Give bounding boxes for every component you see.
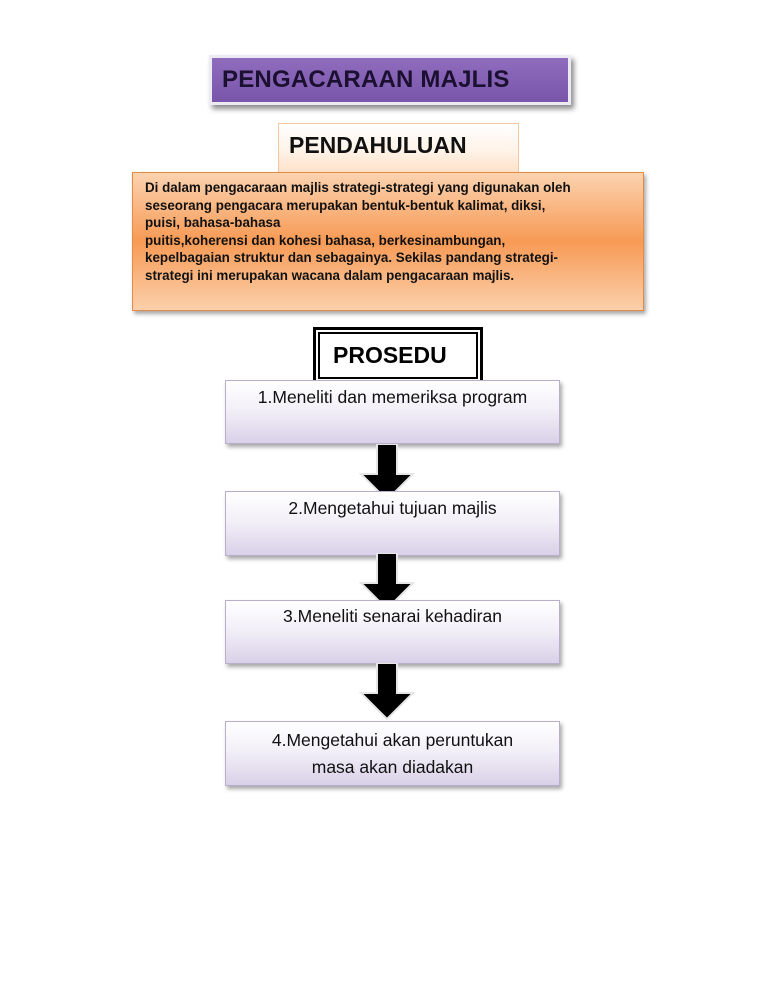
intro-line: puitis,koherensi dan kohesi bahasa, berkesinambungan, [145, 232, 506, 248]
main-title-text: PENGACARAAN MAJLIS [222, 66, 510, 93]
flow-step-text: 1.Meneliti dan memeriksa program [257, 387, 528, 407]
intro-line: seseorang pengacara merupakan bentuk-bentuk kalimat, diksi, [145, 197, 546, 213]
intro-line: kepelbagaian struktur dan sebagainya. Sekilas pandang strategi- [145, 250, 559, 266]
down-arrow-icon [357, 663, 417, 721]
procedure-heading-box [313, 327, 483, 384]
intro-heading-text: PENDAHULUAN [289, 132, 467, 158]
intro-line: Di dalam pengacaraan majlis strategi-strategi yang digunakan oleh [145, 180, 571, 195]
flow-step-4 [225, 721, 560, 786]
flow-step-text: masa akan diadakan [311, 757, 474, 777]
flow-step-1 [225, 380, 560, 444]
main-title [209, 55, 571, 105]
intro-line: strategi ini merupakan wacana dalam pengacaraan majlis. [145, 267, 515, 283]
flow-step-3 [225, 600, 560, 664]
flow-step-text: 4.Mengetahui akan peruntukan [271, 730, 514, 750]
flow-step-text: 3.Meneliti senarai kehadiran [283, 606, 502, 626]
intro-box [132, 172, 644, 311]
procedure-heading-text: PROSEDU [333, 342, 447, 368]
intro-line: puisi, bahasa-bahasa [145, 215, 281, 231]
flow-step-2 [225, 491, 560, 556]
intro-heading [278, 123, 519, 173]
flow-step-text: 2.Mengetahui tujuan majlis [288, 498, 497, 518]
